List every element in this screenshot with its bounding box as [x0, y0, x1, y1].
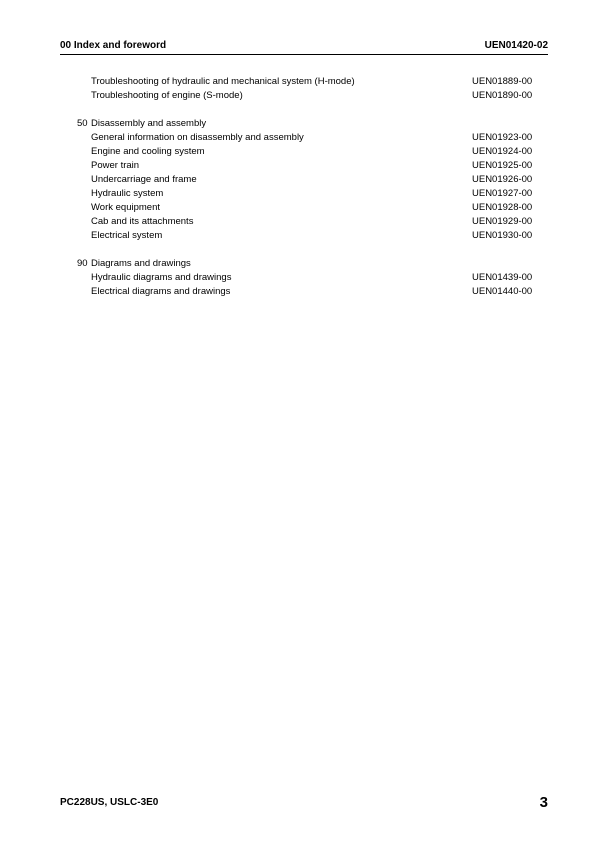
toc-section-50: [60, 117, 536, 243]
toc-item-title: Undercarriage and frame: [91, 174, 197, 185]
machine-model: PC228US, USLC-3E0: [60, 797, 159, 808]
toc-item-code: UEN01924-00: [472, 146, 533, 157]
toc-row: [60, 201, 536, 215]
toc-item-code: UEN01440-00: [472, 286, 533, 297]
table-of-contents: [60, 75, 536, 299]
page-footer: [60, 794, 548, 814]
toc-item-code: UEN01926-00: [472, 174, 533, 185]
section-heading: [60, 117, 536, 131]
section-number: 90: [77, 258, 88, 269]
toc-row: [60, 89, 536, 103]
section-name: Diagrams and drawings: [91, 258, 191, 269]
toc-row: [60, 75, 536, 89]
toc-item-code: UEN01439-00: [472, 272, 533, 283]
toc-item-title: Electrical system: [91, 230, 163, 241]
toc-item-code: UEN01925-00: [472, 160, 533, 171]
page-number: 3: [539, 794, 548, 811]
toc-item-title: Work equipment: [91, 202, 160, 213]
toc-item-code: UEN01923-00: [472, 132, 533, 143]
toc-row: [60, 159, 536, 173]
toc-item-code: UEN01929-00: [472, 216, 533, 227]
toc-item-code: UEN01890-00: [472, 90, 533, 101]
toc-row: [60, 229, 536, 243]
toc-row: [60, 145, 536, 159]
chapter-title: 00 Index and foreword: [60, 40, 167, 51]
toc-item-title: Power train: [91, 160, 140, 171]
toc-item-code: UEN01928-00: [472, 202, 533, 213]
toc-row: [60, 271, 536, 285]
toc-row: [60, 131, 536, 145]
header-divider: [60, 54, 548, 55]
toc-item-code: UEN01930-00: [472, 230, 533, 241]
document-code: UEN01420-02: [484, 40, 548, 51]
toc-item-title: Troubleshooting of hydraulic and mechanical system (H-mode): [91, 76, 355, 87]
toc-item-title: Troubleshooting of engine (S-mode): [91, 90, 243, 101]
section-name: Disassembly and assembly: [91, 118, 207, 129]
toc-item-code: UEN01927-00: [472, 188, 533, 199]
section-number: 50: [77, 118, 88, 129]
toc-item-title: Electrical diagrams and drawings: [91, 286, 231, 297]
toc-section-90: [60, 257, 536, 299]
toc-row: [60, 187, 536, 201]
toc-item-title: Hydraulic system: [91, 188, 164, 199]
toc-item-title: Engine and cooling system: [91, 146, 205, 157]
toc-row: [60, 285, 536, 299]
toc-row: [60, 173, 536, 187]
section-heading: [60, 257, 536, 271]
toc-item-code: UEN01889-00: [472, 76, 533, 87]
toc-row: [60, 215, 536, 229]
toc-continued-section: [60, 75, 536, 103]
toc-item-title: Hydraulic diagrams and drawings: [91, 272, 232, 283]
toc-item-title: Cab and its attachments: [91, 216, 194, 227]
toc-item-title: General information on disassembly and assembly: [91, 132, 304, 143]
